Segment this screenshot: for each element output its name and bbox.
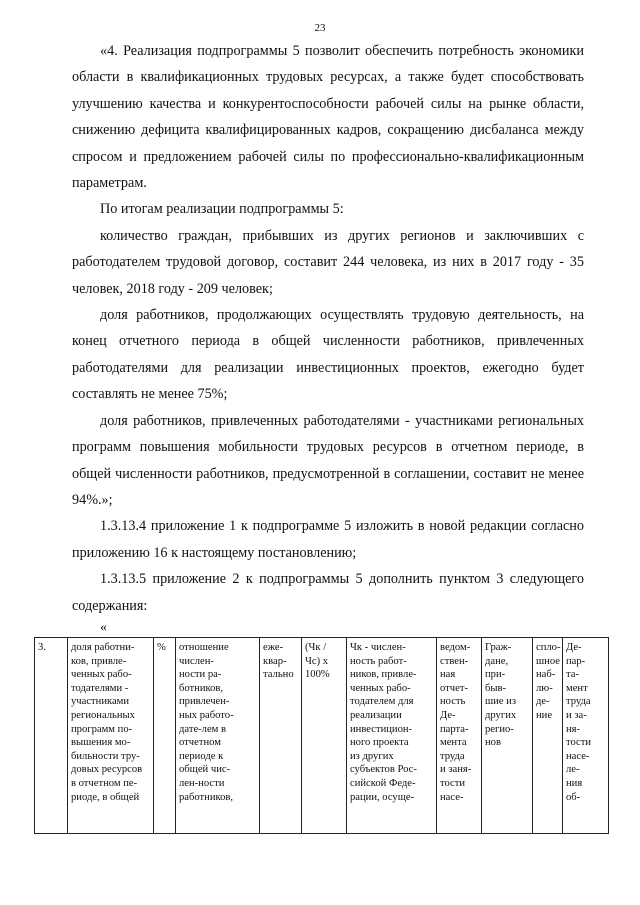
- paragraph-subprogram-goal: «4. Реализация подпрограммы 5 позволит обеспечить потребность экономики области в квалификационных трудовых ресурсах, а также будет способствовать улучшению качества и конкурентоспособности рабочей силы на рынке области, снижению дефицита квалифицированных кадров, сокращению дисбаланса между спросом и предложением рабочей силы по профессионально-квалификационным параметрам.: [72, 43, 584, 192]
- document-body: [72, 38, 584, 619]
- table-row: [35, 638, 609, 834]
- paragraph-appendix-1: 1.3.13.4 приложение 1 к подпрограмме 5 изложить в новой редакции согласно приложению 16 к настоящему постановлению;: [72, 518, 584, 561]
- cell-definition: отношение числен- ности ра- ботников, привлечен- ных работо- дате-лем в отчетном периоде к общей чис- лен-ности работников,: [176, 638, 260, 834]
- quote-mark: «: [100, 620, 107, 635]
- cell-unit: %: [154, 638, 176, 834]
- cell-source: ведом- ствен- ная отчет- ность Де- парта- мента труда и заня- тости насе-: [437, 638, 482, 834]
- paragraph-workers-share: доля работников, продолжающих осуществлять трудовую деятельность, на конец отчетного периода в общей численности работников, привлеченных работодателями для реализации инвестиционных проектов, ежегодно будет составлять не менее 75%;: [72, 307, 584, 403]
- cell-periodicity: еже- квар- тально: [260, 638, 302, 834]
- cell-formula: (Чк / Чс) х 100%: [302, 638, 347, 834]
- paragraph-results-intro: По итогам реализации подпрограммы 5:: [100, 201, 344, 218]
- cell-indicators: Чк - числен- ность работ- ников, привле- ченных рабо- тодателем для реализации инвестицион- ного проекта из других субъектов Рос- сийской Феде- рации, осуще-: [347, 638, 437, 834]
- appendix-table: [34, 637, 609, 834]
- paragraph-appendix-2: 1.3.13.5 приложение 2 к подпрограммы 5 дополнить пунктом 3 следующего содержания:: [72, 571, 584, 614]
- cell-responsible: Де- пар- та- мент труда и за- ня- тости насе- ле- ния об-: [563, 638, 609, 834]
- cell-object: Граж- дане, при- быв- шие из других регио- нов: [482, 638, 533, 834]
- paragraph-mobility-share: доля работников, привлеченных работодателями - участниками региональных программ повышения мобильности трудовых ресурсов в отчетном периоде, в общей численности работников, предусмотренной в соглашении, составит не менее 94%.»;: [72, 412, 584, 508]
- cell-indicator-name: доля работни- ков, привле- ченных рабо- тодателями - участниками региональных программ по- вышения мо- бильности тру- довых ресурсов в отчетном пе- риоде, в общей: [68, 638, 154, 834]
- page-number: 23: [314, 22, 326, 34]
- paragraph-citizens-count: количество граждан, прибывших из других регионов и заключивших с работодателем трудовой договор, составит 244 человека, из них в 2017 году - 35 человек, 2018 году - 209 человек;: [72, 227, 584, 297]
- cell-number: 3.: [35, 638, 68, 834]
- cell-method: спло- шное наб- лю- де- ние: [533, 638, 563, 834]
